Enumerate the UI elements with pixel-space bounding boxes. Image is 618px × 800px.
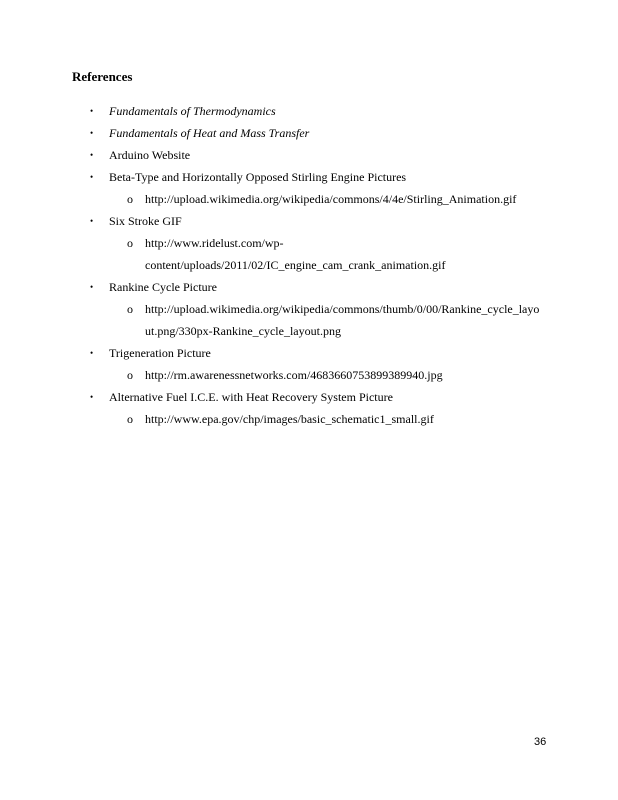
reference-item — [0, 276, 618, 298]
reference-link-item — [0, 364, 618, 386]
bullet-icon: • — [90, 128, 94, 138]
reference-item — [0, 166, 618, 188]
reference-url[interactable]: http://rm.awarenessnetworks.com/4683660753899389940.jpg — [145, 368, 443, 382]
reference-link-item — [0, 408, 618, 430]
reference-title: Trigeneration Picture — [109, 346, 211, 360]
reference-title: Six Stroke GIF — [109, 214, 182, 228]
reference-item — [0, 210, 618, 232]
reference-link-item — [0, 188, 618, 210]
reference-url[interactable]: http://upload.wikimedia.org/wikipedia/commons/thumb/0/00/Rankine_cycle_layo — [145, 302, 540, 316]
reference-url-continued[interactable]: content/uploads/2011/02/IC_engine_cam_crank_animation.gif — [145, 258, 446, 272]
references-heading: References — [72, 69, 133, 84]
bullet-icon: • — [90, 106, 94, 116]
circle-bullet-icon: o — [127, 368, 133, 382]
reference-url[interactable]: http://www.epa.gov/chp/images/basic_schematic1_small.gif — [145, 412, 434, 426]
bullet-icon: • — [90, 282, 94, 292]
reference-title: Arduino Website — [109, 148, 191, 162]
circle-bullet-icon: o — [127, 412, 133, 426]
reference-item — [0, 144, 618, 166]
circle-bullet-icon: o — [127, 192, 133, 206]
reference-link-item — [0, 298, 618, 342]
circle-bullet-icon: o — [127, 236, 133, 250]
bullet-icon: • — [90, 172, 94, 182]
reference-title: Rankine Cycle Picture — [109, 280, 217, 294]
reference-url-continued[interactable]: ut.png/330px-Rankine_cycle_layout.png — [145, 324, 341, 338]
bullet-icon: • — [90, 348, 94, 358]
reference-item — [0, 122, 618, 144]
bullet-icon: • — [90, 150, 94, 160]
reference-title: Beta-Type and Horizontally Opposed Stirling Engine Pictures — [109, 170, 407, 184]
reference-item — [0, 342, 618, 364]
reference-title: Alternative Fuel I.C.E. with Heat Recovery System Picture — [109, 390, 393, 404]
circle-bullet-icon: o — [127, 302, 133, 316]
reference-title: Fundamentals of Thermodynamics — [109, 104, 276, 118]
reference-link-item — [0, 232, 618, 276]
reference-title: Fundamentals of Heat and Mass Transfer — [109, 126, 310, 140]
references-list — [0, 100, 618, 430]
reference-item — [0, 100, 618, 122]
reference-url[interactable]: http://upload.wikimedia.org/wikipedia/commons/4/4e/Stirling_Animation.gif — [145, 192, 517, 206]
reference-url[interactable]: http://www.ridelust.com/wp- — [145, 236, 284, 250]
reference-item — [0, 386, 618, 408]
bullet-icon: • — [90, 392, 94, 402]
page-number: 36 — [534, 736, 547, 748]
bullet-icon: • — [90, 216, 94, 226]
